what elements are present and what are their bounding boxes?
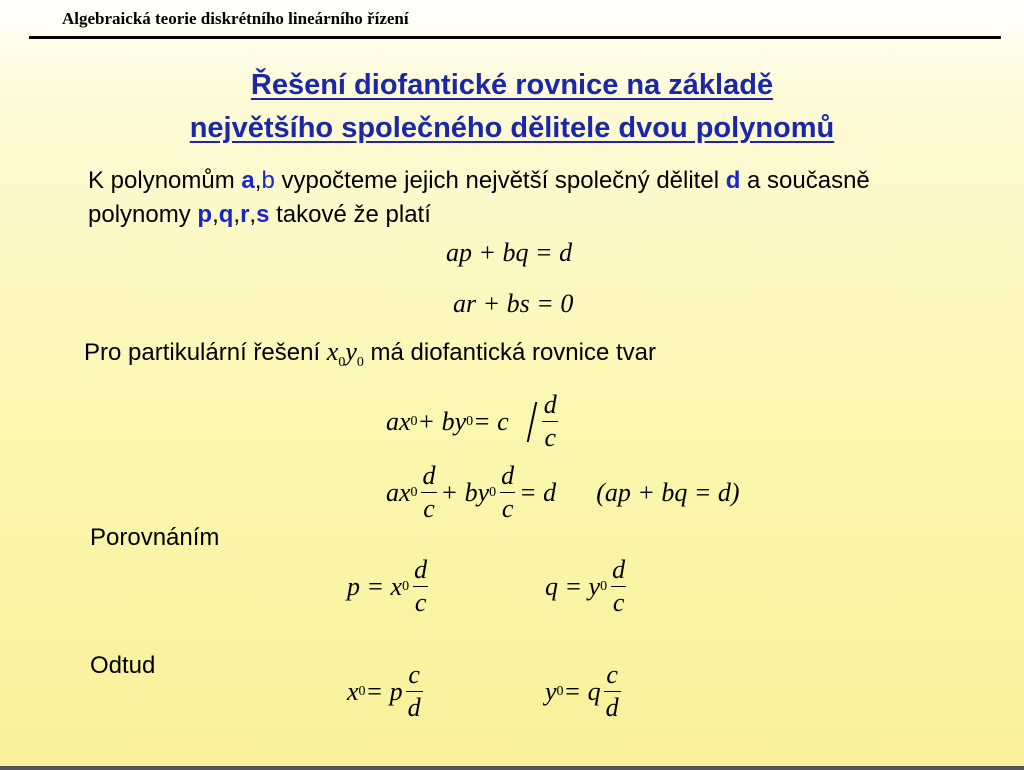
equation-p: p = x 0 $\frac{d}{c}$ <box>347 555 428 617</box>
equation-ar-bs-0: ar + bs = 0 <box>453 289 574 318</box>
fraction-d-over-c: $\frac{d}{c}$ <box>501 461 515 523</box>
particular-solution-line <box>84 337 656 378</box>
intro-text: takové že platí <box>269 201 431 228</box>
comparison-label: Porovnáním <box>90 524 220 551</box>
intro-text: polynomy <box>88 201 198 228</box>
slide-title-line-1: Řešení diofantické rovnice na základě <box>250 69 774 101</box>
fraction-d-over-c: $\frac{d}{c}$ <box>414 555 428 617</box>
equation-ap-bq-d: ap + bq = d <box>446 238 573 267</box>
intro-comma: , <box>212 201 219 228</box>
fraction-d-over-c: $\frac{d}{c}$ <box>543 390 557 452</box>
particular-text: má diofantická rovnice tvar <box>363 339 656 366</box>
symbol-q: q <box>218 201 234 228</box>
particular-text: Pro partikulární řešení <box>84 339 327 366</box>
fraction-c-over-d: $\frac{c}{d}$ <box>605 660 619 722</box>
intro-line-2 <box>88 200 431 230</box>
symbol-d: d <box>725 167 741 194</box>
intro-text: K polynomům <box>88 167 242 194</box>
equation-scaled: ax 0 $\frac{d}{c}$ + by 0 $\frac{d}{c}$ = d (ap + bq = d) <box>386 461 740 523</box>
course-header: Algebraická teorie diskrétního lineárního řízení <box>62 9 409 28</box>
equation-y0: y 0 = q $\frac{c}{d}$ <box>545 660 619 722</box>
bottom-border <box>0 766 1024 770</box>
symbol-r: r <box>240 201 250 228</box>
header-divider <box>29 36 1001 39</box>
fraction-d-over-c: $\frac{d}{c}$ <box>612 555 626 617</box>
reference-equation: (ap + bq = d) <box>596 477 740 507</box>
fraction-d-over-c: $\frac{d}{c}$ <box>422 461 436 523</box>
fraction-c-over-d: $\frac{c}{d}$ <box>407 660 421 722</box>
intro-comma: , <box>254 167 262 194</box>
symbol-p: p <box>197 201 213 228</box>
intro-text: a současně <box>740 167 870 194</box>
equation-particular: ax 0 + by 0 = c $\frac{d}{c}$ <box>386 390 557 452</box>
intro-comma: , <box>233 201 241 228</box>
equation-q: q = y 0 $\frac{d}{c}$ <box>545 555 626 617</box>
divide-slash <box>526 402 537 442</box>
intro-comma: , <box>249 201 257 228</box>
symbol-s: s <box>256 201 270 228</box>
intro-text: vypočteme jejich největší společný dělitel <box>274 167 726 194</box>
equation-x0: x 0 = p $\frac{c}{d}$ <box>347 660 421 722</box>
symbol-b: b <box>261 167 275 194</box>
hence-label: Odtud <box>90 652 156 679</box>
intro-line-1 <box>88 166 870 196</box>
slide-title-line-2: největšího společného dělitele dvou polynomů <box>189 112 835 144</box>
symbol-a: a <box>241 167 255 194</box>
var-x0: $x_0y_0$ <box>326 337 364 370</box>
